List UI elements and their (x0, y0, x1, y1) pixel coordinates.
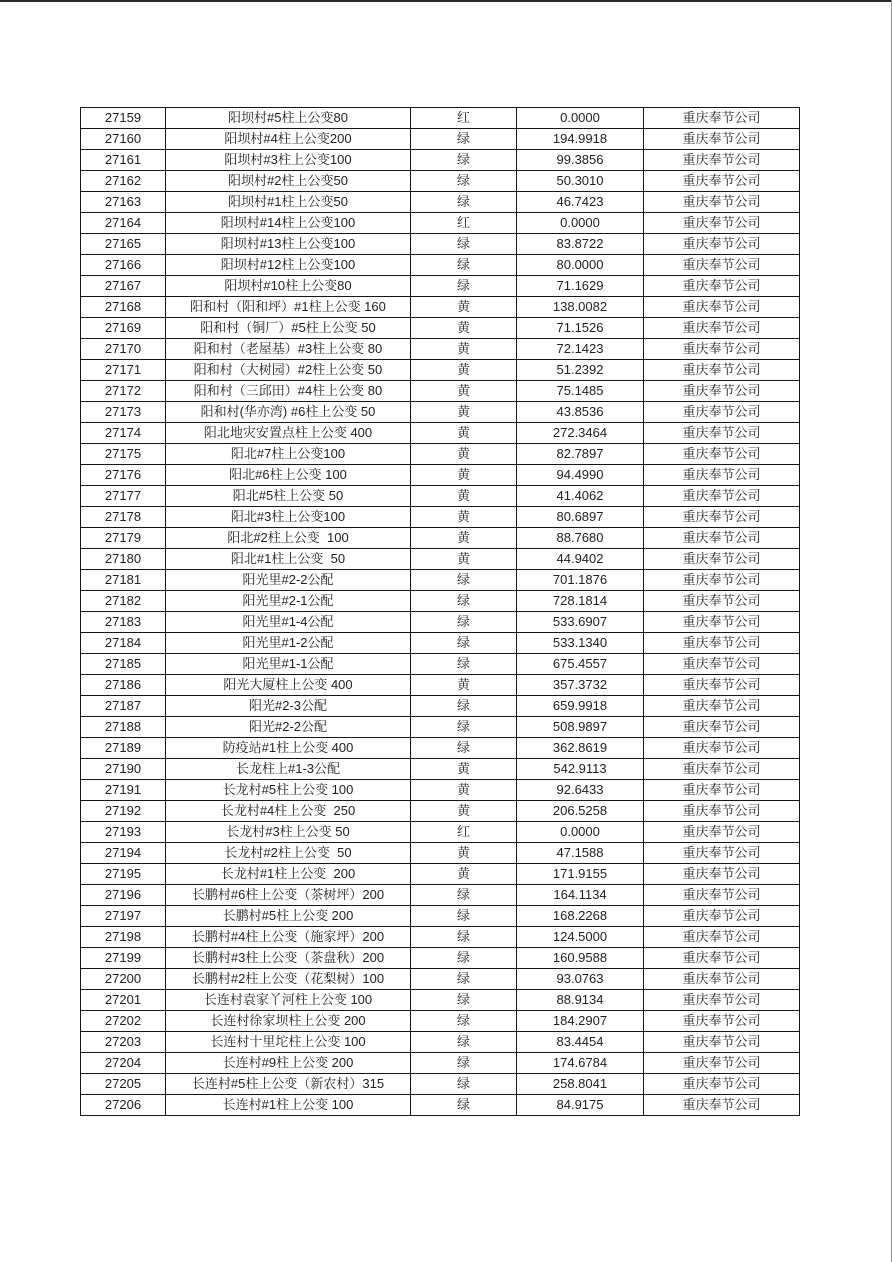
cell-value: 164.1134 (517, 885, 644, 906)
cell-id: 27204 (81, 1053, 166, 1074)
cell-id: 27189 (81, 738, 166, 759)
table-row (81, 759, 800, 780)
table-row (81, 864, 800, 885)
cell-value: 80.6897 (517, 507, 644, 528)
cell-status: 黄 (411, 780, 517, 801)
cell-company: 重庆奉节公司 (644, 885, 800, 906)
cell-status: 绿 (411, 234, 517, 255)
transformer-status-table (80, 107, 800, 1116)
cell-id: 27202 (81, 1011, 166, 1032)
cell-value: 93.0763 (517, 969, 644, 990)
cell-value: 51.2392 (517, 360, 644, 381)
cell-id: 27167 (81, 276, 166, 297)
cell-id: 27201 (81, 990, 166, 1011)
table-row (81, 381, 800, 402)
cell-value: 43.8536 (517, 402, 644, 423)
table-row (81, 570, 800, 591)
cell-status: 绿 (411, 171, 517, 192)
cell-company: 重庆奉节公司 (644, 738, 800, 759)
cell-name: 长鹏村#6柱上公变（茶树坪）200 (166, 885, 411, 906)
cell-company: 重庆奉节公司 (644, 906, 800, 927)
cell-status: 绿 (411, 885, 517, 906)
table-row (81, 990, 800, 1011)
cell-company: 重庆奉节公司 (644, 213, 800, 234)
cell-id: 27184 (81, 633, 166, 654)
table-row (81, 444, 800, 465)
cell-value: 0.0000 (517, 213, 644, 234)
table-row (81, 1011, 800, 1032)
cell-name: 长连村#9柱上公变 200 (166, 1053, 411, 1074)
cell-status: 绿 (411, 990, 517, 1011)
table-row (81, 780, 800, 801)
cell-id: 27182 (81, 591, 166, 612)
cell-company: 重庆奉节公司 (644, 1053, 800, 1074)
cell-company: 重庆奉节公司 (644, 234, 800, 255)
cell-id: 27171 (81, 360, 166, 381)
cell-value: 0.0000 (517, 822, 644, 843)
cell-name: 阳北#5柱上公变 50 (166, 486, 411, 507)
cell-id: 27168 (81, 297, 166, 318)
cell-name: 阳北#1柱上公变 50 (166, 549, 411, 570)
cell-value: 50.3010 (517, 171, 644, 192)
table-row (81, 822, 800, 843)
cell-company: 重庆奉节公司 (644, 318, 800, 339)
table-row (81, 1032, 800, 1053)
cell-value: 138.0082 (517, 297, 644, 318)
cell-name: 长鹏村#4柱上公变（施家坪）200 (166, 927, 411, 948)
cell-status: 黄 (411, 402, 517, 423)
cell-status: 绿 (411, 612, 517, 633)
cell-name: 阳光里#1-1公配 (166, 654, 411, 675)
cell-name: 阳坝村#3柱上公变100 (166, 150, 411, 171)
cell-company: 重庆奉节公司 (644, 717, 800, 738)
cell-name: 长连村袁家丫河柱上公变 100 (166, 990, 411, 1011)
cell-company: 重庆奉节公司 (644, 864, 800, 885)
cell-value: 533.6907 (517, 612, 644, 633)
cell-name: 阳北#7柱上公变100 (166, 444, 411, 465)
cell-status: 黄 (411, 864, 517, 885)
cell-value: 124.5000 (517, 927, 644, 948)
table-row (81, 948, 800, 969)
cell-status: 绿 (411, 1032, 517, 1053)
table-row (81, 402, 800, 423)
screen-top-edge (0, 0, 892, 2)
table-row (81, 717, 800, 738)
cell-value: 83.8722 (517, 234, 644, 255)
cell-company: 重庆奉节公司 (644, 1032, 800, 1053)
cell-company: 重庆奉节公司 (644, 444, 800, 465)
cell-status: 绿 (411, 591, 517, 612)
table-row (81, 906, 800, 927)
cell-status: 绿 (411, 1011, 517, 1032)
table-row (81, 213, 800, 234)
cell-name: 阳和村（大树园）#2柱上公变 50 (166, 360, 411, 381)
cell-name: 阳和村(华亦湾) #6柱上公变 50 (166, 402, 411, 423)
cell-status: 绿 (411, 150, 517, 171)
table-row (81, 465, 800, 486)
cell-id: 27177 (81, 486, 166, 507)
cell-value: 542.9113 (517, 759, 644, 780)
cell-status: 绿 (411, 1074, 517, 1095)
cell-status: 黄 (411, 528, 517, 549)
cell-status: 绿 (411, 1053, 517, 1074)
cell-name: 长连村十里坨柱上公变 100 (166, 1032, 411, 1053)
cell-status: 黄 (411, 801, 517, 822)
cell-value: 168.2268 (517, 906, 644, 927)
cell-company: 重庆奉节公司 (644, 486, 800, 507)
cell-value: 82.7897 (517, 444, 644, 465)
cell-name: 长鹏村#3柱上公变（茶盘秋）200 (166, 948, 411, 969)
cell-name: 阳坝村#10柱上公变80 (166, 276, 411, 297)
cell-id: 27198 (81, 927, 166, 948)
cell-company: 重庆奉节公司 (644, 276, 800, 297)
cell-company: 重庆奉节公司 (644, 255, 800, 276)
cell-name: 阳坝村#1柱上公变50 (166, 192, 411, 213)
cell-status: 绿 (411, 948, 517, 969)
table-row (81, 969, 800, 990)
cell-id: 27179 (81, 528, 166, 549)
cell-status: 绿 (411, 906, 517, 927)
cell-company: 重庆奉节公司 (644, 129, 800, 150)
cell-value: 171.9155 (517, 864, 644, 885)
cell-company: 重庆奉节公司 (644, 423, 800, 444)
cell-value: 47.1588 (517, 843, 644, 864)
cell-name: 长连村#5柱上公变（新农村）315 (166, 1074, 411, 1095)
cell-company: 重庆奉节公司 (644, 465, 800, 486)
cell-name: 阳北#6柱上公变 100 (166, 465, 411, 486)
cell-status: 黄 (411, 360, 517, 381)
cell-status: 黄 (411, 423, 517, 444)
cell-value: 71.1526 (517, 318, 644, 339)
cell-value: 357.3732 (517, 675, 644, 696)
cell-id: 27169 (81, 318, 166, 339)
table-row (81, 1095, 800, 1116)
table-row (81, 927, 800, 948)
cell-status: 黄 (411, 486, 517, 507)
table-row (81, 738, 800, 759)
cell-id: 27166 (81, 255, 166, 276)
cell-value: 80.0000 (517, 255, 644, 276)
cell-value: 174.6784 (517, 1053, 644, 1074)
cell-id: 27174 (81, 423, 166, 444)
cell-id: 27164 (81, 213, 166, 234)
cell-status: 黄 (411, 465, 517, 486)
cell-value: 46.7423 (517, 192, 644, 213)
cell-company: 重庆奉节公司 (644, 696, 800, 717)
cell-id: 27188 (81, 717, 166, 738)
cell-company: 重庆奉节公司 (644, 1074, 800, 1095)
table-row (81, 1053, 800, 1074)
cell-id: 27190 (81, 759, 166, 780)
cell-value: 92.6433 (517, 780, 644, 801)
cell-id: 27194 (81, 843, 166, 864)
cell-status: 黄 (411, 381, 517, 402)
cell-name: 长龙村#2柱上公变 50 (166, 843, 411, 864)
cell-id: 27197 (81, 906, 166, 927)
table-row (81, 108, 800, 129)
cell-status: 绿 (411, 255, 517, 276)
cell-id: 27162 (81, 171, 166, 192)
cell-company: 重庆奉节公司 (644, 381, 800, 402)
cell-company: 重庆奉节公司 (644, 591, 800, 612)
cell-value: 194.9918 (517, 129, 644, 150)
table-row (81, 423, 800, 444)
cell-id: 27199 (81, 948, 166, 969)
cell-id: 27175 (81, 444, 166, 465)
table-row (81, 171, 800, 192)
cell-id: 27203 (81, 1032, 166, 1053)
cell-name: 阳和村（阳和坪）#1柱上公变 160 (166, 297, 411, 318)
table-row (81, 318, 800, 339)
cell-value: 362.8619 (517, 738, 644, 759)
cell-id: 27193 (81, 822, 166, 843)
cell-value: 44.9402 (517, 549, 644, 570)
table-row (81, 675, 800, 696)
table-row (81, 234, 800, 255)
table-row (81, 486, 800, 507)
cell-value: 88.7680 (517, 528, 644, 549)
cell-name: 阳光#2-2公配 (166, 717, 411, 738)
cell-company: 重庆奉节公司 (644, 948, 800, 969)
cell-company: 重庆奉节公司 (644, 990, 800, 1011)
cell-status: 绿 (411, 738, 517, 759)
table-row (81, 696, 800, 717)
table-body (81, 108, 800, 1116)
cell-company: 重庆奉节公司 (644, 675, 800, 696)
cell-name: 阳和村（铜厂）#5柱上公变 50 (166, 318, 411, 339)
cell-name: 阳光大厦柱上公变 400 (166, 675, 411, 696)
cell-value: 160.9588 (517, 948, 644, 969)
cell-value: 88.9134 (517, 990, 644, 1011)
cell-name: 阳坝村#2柱上公变50 (166, 171, 411, 192)
cell-name: 阳坝村#13柱上公变100 (166, 234, 411, 255)
cell-name: 阳和村（老屋基）#3柱上公变 80 (166, 339, 411, 360)
cell-name: 阳北#2柱上公变 100 (166, 528, 411, 549)
cell-id: 27163 (81, 192, 166, 213)
cell-status: 绿 (411, 192, 517, 213)
cell-value: 508.9897 (517, 717, 644, 738)
cell-company: 重庆奉节公司 (644, 570, 800, 591)
cell-value: 84.9175 (517, 1095, 644, 1116)
cell-status: 黄 (411, 843, 517, 864)
cell-value: 41.4062 (517, 486, 644, 507)
cell-name: 阳坝村#4柱上公变200 (166, 129, 411, 150)
cell-id: 27180 (81, 549, 166, 570)
cell-value: 675.4557 (517, 654, 644, 675)
cell-company: 重庆奉节公司 (644, 780, 800, 801)
cell-status: 黄 (411, 549, 517, 570)
cell-company: 重庆奉节公司 (644, 612, 800, 633)
cell-value: 184.2907 (517, 1011, 644, 1032)
cell-name: 长鹏村#2柱上公变（花梨树）100 (166, 969, 411, 990)
table-row (81, 297, 800, 318)
cell-company: 重庆奉节公司 (644, 402, 800, 423)
cell-company: 重庆奉节公司 (644, 633, 800, 654)
cell-status: 绿 (411, 654, 517, 675)
cell-id: 27192 (81, 801, 166, 822)
cell-value: 701.1876 (517, 570, 644, 591)
cell-status: 绿 (411, 633, 517, 654)
table-row (81, 528, 800, 549)
cell-id: 27200 (81, 969, 166, 990)
cell-status: 绿 (411, 570, 517, 591)
cell-company: 重庆奉节公司 (644, 360, 800, 381)
cell-value: 83.4454 (517, 1032, 644, 1053)
cell-company: 重庆奉节公司 (644, 927, 800, 948)
cell-name: 阳北#3柱上公变100 (166, 507, 411, 528)
cell-name: 长连村徐家坝柱上公变 200 (166, 1011, 411, 1032)
cell-status: 红 (411, 213, 517, 234)
cell-company: 重庆奉节公司 (644, 801, 800, 822)
cell-id: 27185 (81, 654, 166, 675)
cell-id: 27161 (81, 150, 166, 171)
cell-status: 绿 (411, 717, 517, 738)
cell-id: 27181 (81, 570, 166, 591)
cell-name: 阳坝村#5柱上公变80 (166, 108, 411, 129)
cell-value: 0.0000 (517, 108, 644, 129)
cell-company: 重庆奉节公司 (644, 297, 800, 318)
cell-company: 重庆奉节公司 (644, 843, 800, 864)
cell-value: 71.1629 (517, 276, 644, 297)
cell-company: 重庆奉节公司 (644, 150, 800, 171)
cell-status: 绿 (411, 276, 517, 297)
cell-value: 272.3464 (517, 423, 644, 444)
cell-value: 206.5258 (517, 801, 644, 822)
cell-id: 27173 (81, 402, 166, 423)
table-row (81, 654, 800, 675)
cell-value: 533.1340 (517, 633, 644, 654)
cell-company: 重庆奉节公司 (644, 339, 800, 360)
cell-id: 27178 (81, 507, 166, 528)
table-row (81, 843, 800, 864)
cell-name: 阳光里#1-4公配 (166, 612, 411, 633)
cell-name: 长龙村#1柱上公变 200 (166, 864, 411, 885)
cell-id: 27196 (81, 885, 166, 906)
cell-name: 阳坝村#14柱上公变100 (166, 213, 411, 234)
table-row (81, 255, 800, 276)
cell-name: 防疫站#1柱上公变 400 (166, 738, 411, 759)
cell-value: 94.4990 (517, 465, 644, 486)
cell-id: 27183 (81, 612, 166, 633)
cell-name: 长龙村#4柱上公变 250 (166, 801, 411, 822)
cell-status: 绿 (411, 969, 517, 990)
cell-status: 绿 (411, 129, 517, 150)
cell-company: 重庆奉节公司 (644, 171, 800, 192)
cell-status: 绿 (411, 1095, 517, 1116)
cell-id: 27187 (81, 696, 166, 717)
cell-id: 27159 (81, 108, 166, 129)
table-row (81, 612, 800, 633)
cell-name: 阳光里#2-1公配 (166, 591, 411, 612)
cell-name: 阳光#2-3公配 (166, 696, 411, 717)
cell-status: 黄 (411, 297, 517, 318)
cell-status: 黄 (411, 675, 517, 696)
cell-status: 黄 (411, 759, 517, 780)
table-row (81, 549, 800, 570)
cell-status: 红 (411, 822, 517, 843)
table-row (81, 801, 800, 822)
cell-value: 99.3856 (517, 150, 644, 171)
cell-company: 重庆奉节公司 (644, 759, 800, 780)
cell-value: 728.1814 (517, 591, 644, 612)
cell-company: 重庆奉节公司 (644, 108, 800, 129)
cell-company: 重庆奉节公司 (644, 192, 800, 213)
cell-name: 长龙村#5柱上公变 100 (166, 780, 411, 801)
table-row (81, 885, 800, 906)
cell-id: 27186 (81, 675, 166, 696)
cell-id: 27176 (81, 465, 166, 486)
cell-name: 长鹏村#5柱上公变 200 (166, 906, 411, 927)
cell-company: 重庆奉节公司 (644, 969, 800, 990)
table-row (81, 633, 800, 654)
cell-company: 重庆奉节公司 (644, 1095, 800, 1116)
cell-status: 红 (411, 108, 517, 129)
cell-value: 75.1485 (517, 381, 644, 402)
cell-company: 重庆奉节公司 (644, 507, 800, 528)
cell-id: 27195 (81, 864, 166, 885)
table-row (81, 150, 800, 171)
cell-value: 659.9918 (517, 696, 644, 717)
cell-id: 27165 (81, 234, 166, 255)
table-row (81, 1074, 800, 1095)
cell-company: 重庆奉节公司 (644, 654, 800, 675)
cell-name: 阳和村（三邱田）#4柱上公变 80 (166, 381, 411, 402)
cell-name: 阳光里#2-2公配 (166, 570, 411, 591)
cell-company: 重庆奉节公司 (644, 822, 800, 843)
cell-name: 阳坝村#12柱上公变100 (166, 255, 411, 276)
cell-id: 27205 (81, 1074, 166, 1095)
cell-status: 黄 (411, 339, 517, 360)
table-row (81, 360, 800, 381)
cell-status: 黄 (411, 318, 517, 339)
table-row (81, 507, 800, 528)
table-row (81, 192, 800, 213)
cell-status: 黄 (411, 507, 517, 528)
cell-id: 27172 (81, 381, 166, 402)
cell-value: 258.8041 (517, 1074, 644, 1095)
cell-value: 72.1423 (517, 339, 644, 360)
table-row (81, 129, 800, 150)
table-row (81, 276, 800, 297)
cell-id: 27170 (81, 339, 166, 360)
cell-status: 绿 (411, 927, 517, 948)
cell-name: 阳北地灾安置点柱上公变 400 (166, 423, 411, 444)
cell-name: 长龙柱上#1-3公配 (166, 759, 411, 780)
cell-name: 长龙村#3柱上公变 50 (166, 822, 411, 843)
cell-company: 重庆奉节公司 (644, 528, 800, 549)
cell-status: 绿 (411, 696, 517, 717)
cell-status: 黄 (411, 444, 517, 465)
cell-name: 阳光里#1-2公配 (166, 633, 411, 654)
cell-company: 重庆奉节公司 (644, 549, 800, 570)
table-row (81, 339, 800, 360)
cell-name: 长连村#1柱上公变 100 (166, 1095, 411, 1116)
table-row (81, 591, 800, 612)
cell-id: 27206 (81, 1095, 166, 1116)
cell-id: 27160 (81, 129, 166, 150)
cell-company: 重庆奉节公司 (644, 1011, 800, 1032)
cell-id: 27191 (81, 780, 166, 801)
